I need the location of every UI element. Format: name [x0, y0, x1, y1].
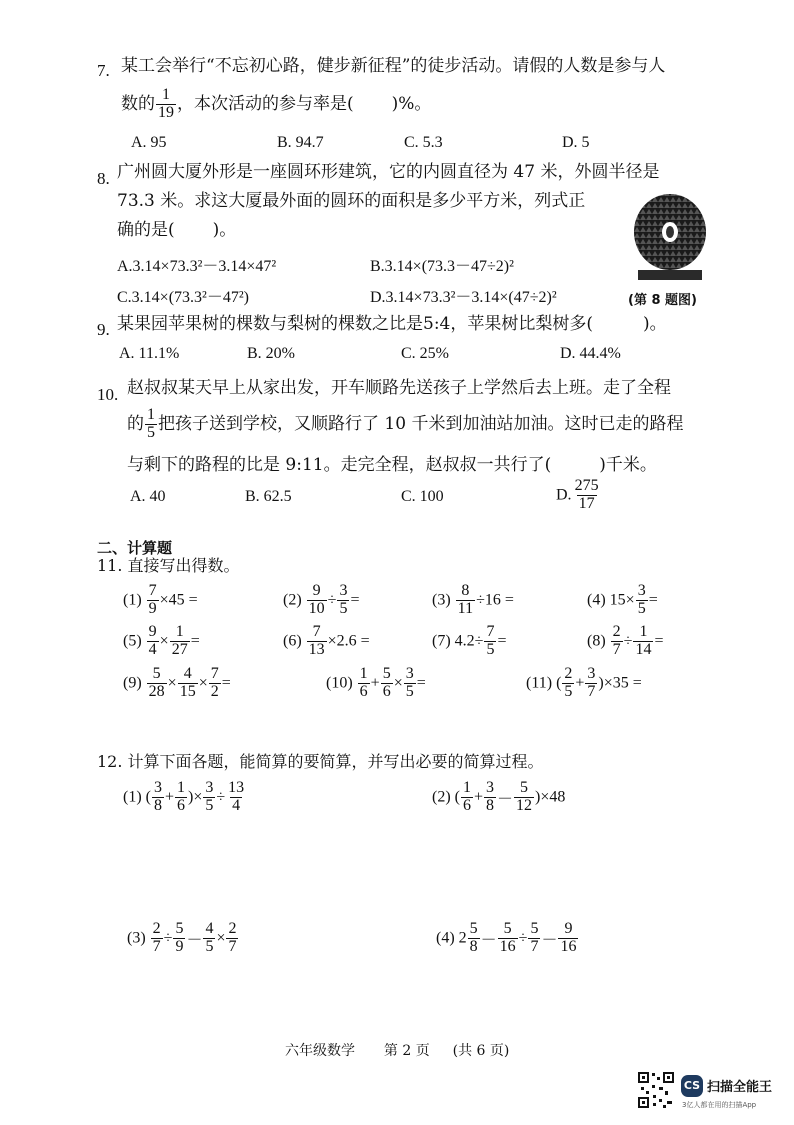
footer-page: 第 2 页: [383, 1043, 430, 1059]
camscanner-logo: CS: [681, 1075, 703, 1097]
q11-item-10: (10) $\frac{1}{6}$ + $\frac{5}{6}$ × $\frac{3}{5}$ =: [326, 665, 426, 700]
q7-line2: 数的 $\frac{1}{19}$ ，本次活动的参与率是( )%。: [121, 86, 432, 121]
q11-item-2: (2) $\frac{9}{10}$ ÷ $\frac{3}{5}$ =: [283, 582, 360, 617]
q11-item-3: (3) $\frac{8}{11}$ ÷16 =: [432, 582, 514, 617]
q10-option-c[interactable]: C. 100: [401, 488, 444, 505]
q7-fraction: $\frac{1}{19}$: [158, 86, 174, 121]
q7-number: 7.: [97, 61, 110, 80]
q10-option-a[interactable]: A. 40: [130, 488, 166, 505]
q10-line3: 与剩下的路程的比是 9:11。走完全程，赵叔叔一共行了( )千米。: [127, 455, 657, 475]
q7-option-d[interactable]: D. 5: [562, 134, 590, 151]
q10-fraction: $\frac{1}{5}$: [147, 406, 155, 441]
q11-item-11: (11) ( $\frac{2}{5}$ + $\frac{3}{7}$ )×35 =: [526, 665, 642, 700]
footer-subject: 六年级数学: [285, 1043, 355, 1059]
q9-text: 某果园苹果树的棵数与梨树的棵数之比是5:4，苹果树比梨树多( )。: [117, 314, 667, 334]
q11-item-6: (6) $\frac{7}{13}$ ×2.6 =: [283, 623, 370, 658]
q8-line2: 73.3 米。求这大厦最外面的圆环的面积是多少平方米，列式正: [117, 191, 586, 211]
q8-option-d[interactable]: D.3.14×73.3²－3.14×(47÷2)²: [370, 289, 557, 306]
q10-line1: 赵叔叔某天早上从家出发，开车顺路先送孩子上学然后去上班。走了全程: [127, 378, 671, 398]
q8-figure-caption: (第 8 题图): [628, 293, 697, 308]
section-heading: 二、计算题: [97, 539, 173, 557]
q9-number: 9.: [97, 320, 110, 339]
q11-item-1: (1) $\frac{7}{9}$ ×45 =: [123, 582, 198, 617]
q8-option-c[interactable]: C.3.14×(73.3²－47²): [117, 289, 249, 306]
q7-line1: 某工会举行“不忘初心路，健步新征程”的徒步活动。请假的人数是参与人: [121, 56, 666, 76]
q12-problem-1: (1) ( $\frac{3}{8}$ + $\frac{1}{6}$ )× $\frac{3}{5}$ ÷ $\frac{13}{4}$: [123, 779, 245, 814]
q8-number: 8.: [97, 169, 110, 188]
q11-title: 11. 直接写出得数。: [97, 556, 240, 575]
qr-code-icon: [637, 1071, 675, 1109]
q11-item-4: (4) 15× $\frac{3}{5}$ =: [587, 582, 658, 617]
q8-option-b[interactable]: B.3.14×(73.3－47÷2)²: [370, 258, 514, 275]
q9-option-b[interactable]: B. 20%: [247, 345, 295, 362]
app-name: 扫描全能王: [707, 1080, 773, 1095]
q12-problem-2: (2) ( $\frac{1}{6}$ + $\frac{3}{8}$ － $\frac{5}{12}$ )×48: [432, 779, 566, 814]
q8-line1: 广州圆大厦外形是一座圆环形建筑，它的内圆直径为 47 米，外圆半径是: [117, 162, 660, 182]
q9-option-c[interactable]: C. 25%: [401, 345, 449, 362]
q8-line3: 确的是( )。: [117, 220, 237, 240]
q12-title: 12. 计算下面各题，能简算的要简算，并写出必要的简算过程。: [97, 752, 544, 771]
app-tagline: 3亿人都在用的扫描App: [682, 1101, 757, 1109]
q11-item-5: (5) $\frac{9}{4}$ × $\frac{1}{27}$ =: [123, 623, 200, 658]
building-ring-image: [628, 190, 712, 284]
q7-option-a[interactable]: A. 95: [131, 134, 167, 151]
q7-option-c[interactable]: C. 5.3: [404, 134, 443, 151]
q10-option-b[interactable]: B. 62.5: [245, 488, 292, 505]
q10-option-d[interactable]: D. $\frac{275}{17}$: [556, 477, 599, 512]
q11-item-9: (9) $\frac{5}{28}$ × $\frac{4}{15}$ × $\frac{7}{2}$ =: [123, 665, 231, 700]
footer-total: (共 6 页): [452, 1043, 510, 1059]
q11-item-7: (7) 4.2÷ $\frac{7}{5}$ =: [432, 623, 507, 658]
q9-option-d[interactable]: D. 44.4%: [560, 345, 621, 362]
q8-option-a[interactable]: A.3.14×73.3²－3.14×47²: [117, 258, 277, 275]
q10-number: 10.: [97, 385, 119, 404]
q12-problem-3: (3) $\frac{2}{7}$ ÷ $\frac{5}{9}$ － $\frac{4}{5}$ × $\frac{2}{7}$: [127, 920, 237, 955]
q9-option-a[interactable]: A. 11.1%: [119, 345, 180, 362]
q11-item-8: (8) $\frac{2}{7}$ ÷ $\frac{1}{14}$ =: [587, 623, 664, 658]
q12-problem-4: (4) 2 $\frac{5}{8}$ － $\frac{5}{16}$ ÷ $\frac{5}{7}$ － $\frac{9}{16}$: [436, 920, 577, 955]
page-footer: [285, 1040, 509, 1060]
q10-line2: 的 $\frac{1}{5}$ 把孩子送到学校，又顺路行了 10 千米到加油站加油。这时已走的路程: [127, 406, 684, 441]
q7-option-b[interactable]: B. 94.7: [277, 134, 324, 151]
